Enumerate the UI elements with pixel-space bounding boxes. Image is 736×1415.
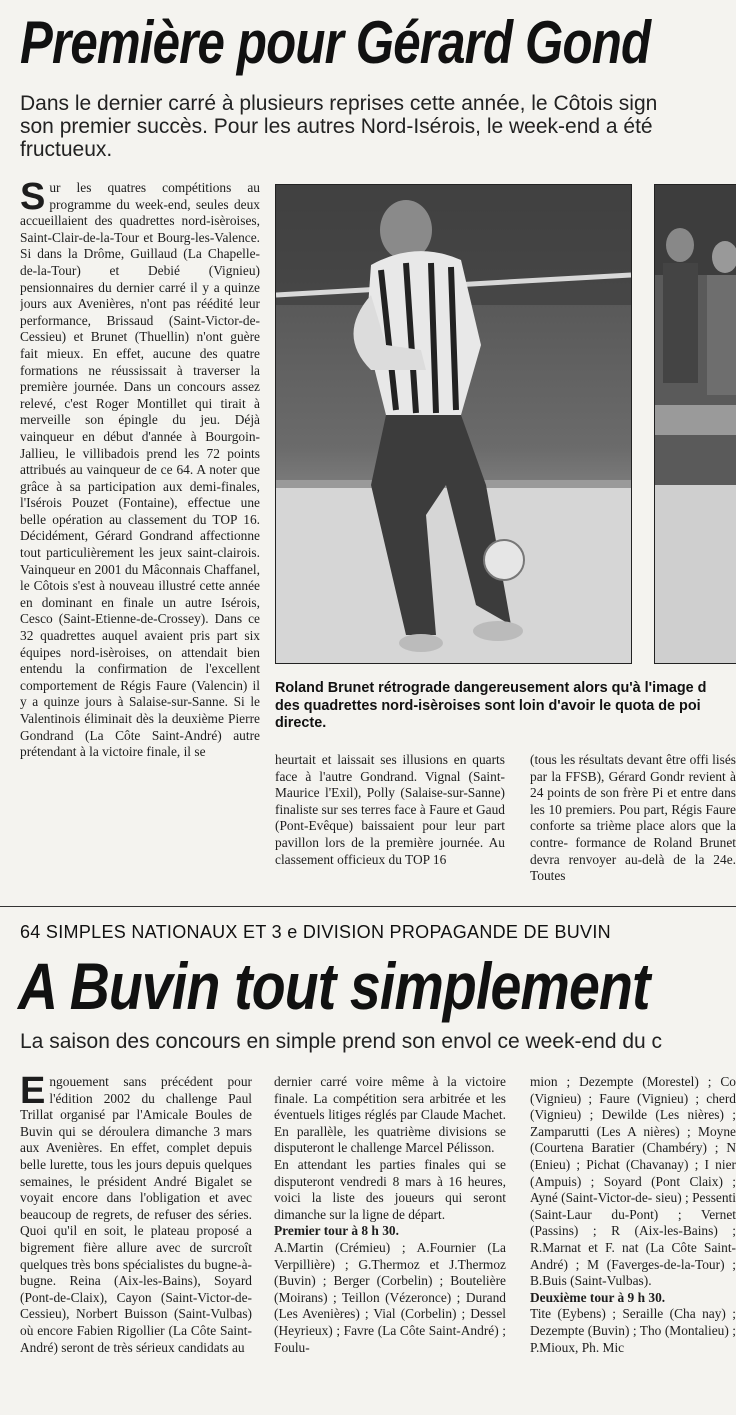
deck-line: Dans le dernier carré à plusieurs reprises cette année, le Côtois sign bbox=[20, 92, 658, 115]
column-text: En attendant les parties finales qui se disputeront vendredi 8 mars à 16 heures, voici la liste des joueurs qui seront dimanche sur la ligne de départ. bbox=[274, 1156, 506, 1222]
article-kicker: 64 SIMPLES NATIONAUX ET 3 e DIVISION PROPAGANDE DE BUVIN bbox=[20, 922, 611, 942]
column-text: (tous les résultats devant être offi lisés par la FFSB), Gérard Gondr revient à 24 points de son frère Pi et entre dans les 10 premiers. Pou part, Régis Faure conforte sa trième place alors que la contre- formance de Roland Brunet devra renvoyer au-delà de la 24e. Toutes bbox=[530, 752, 736, 884]
photo-spectators-image bbox=[655, 185, 736, 663]
player-list: Tite (Eybens) ; Seraille (Cha nay) ; Dezempte (Buvin) ; Tho (Montalieu) ; P.Mioux, Ph. Mic bbox=[530, 1306, 736, 1355]
deck-line: fructueux. bbox=[20, 138, 113, 161]
player-list: mion ; Dezempte (Morestel) ; Co (Vignieu) ; Faure (Vignieu) ; cherd (Vignieu) ; Dewilde (Les nières) ; Zamparutti (Les A nières) ; Moyne (Courtena Baratier (Chambéry) ; N (Enieu) ; Pichat (Chavanay) ; I nier (Ampuis) ; Soyard (Pont Claix) ; Ayné (Saint-Victor-de- sieu) ; Pessenti (Saint-Laur du-Pont) ; Vernet (Passins) ; R (Aix-les-Bains) ; R.Marnat et F. nat (La Côte Saint-André) ; M (Faverges-de-la-Tour) ; B.Buis (Saint-Vulbas). bbox=[530, 1074, 736, 1289]
article-headline: Première pour Gérard Gond bbox=[20, 9, 651, 76]
article-column-2 bbox=[275, 752, 505, 898]
section-divider bbox=[0, 906, 736, 907]
article-column-3 bbox=[530, 752, 736, 898]
column-text: heurtait et laissait ses illusions en quarts face à l'autre Gondrand. Vignal (Saint-Maurice l'Exil), Polly (Salaise-sur-Sanne) finaliste sur ses terres face à Faure et Gaud (Pont-Evêque) baissaient pour leur part pavillon lors de la première journée. Au classement officieux du TOP 16 bbox=[275, 752, 505, 867]
photo-spectators bbox=[654, 184, 736, 664]
deck-line: son premier succès. Pour les autres Nord-Isérois, le week-end a été bbox=[20, 115, 653, 138]
player-list: A.Martin (Crémieu) ; A.Fournier (La Verpillière) ; G.Thermoz et J.Thermoz (Buvin) ; Berger (Corbelin) ; Boutelière (Moirans) ; Teillon (Vézeronce) ; Durand (Les Avenières) ; Vial (Corbelin) ; Dessel (Heyrieux) ; Favre (La Côte Saint-André) ; Foulu- bbox=[274, 1239, 506, 1355]
article-headline: A Buvin tout simplement bbox=[18, 949, 650, 1023]
drop-cap: E bbox=[20, 1074, 46, 1112]
photo-player bbox=[275, 184, 632, 664]
article-column-1 bbox=[20, 1074, 252, 1410]
drop-cap: S bbox=[20, 180, 46, 218]
article-deck: La saison des concours en simple prend son envol ce week-end du c bbox=[20, 1030, 663, 1053]
round-heading: Premier tour à 8 h 30. bbox=[274, 1223, 399, 1239]
caption-line: directe. bbox=[275, 715, 327, 731]
column-text: dernier carré voire même à la victoire finale. La compétition sera arbitrée et les éventuels litiges réglés par Claude Machet. En parallèle, les quatrième divisions se disputeront le challenge Marcel Pélisson. bbox=[274, 1074, 506, 1156]
caption-line: des quadrettes nord-isèroises sont loin d'avoir le quota de poi bbox=[275, 697, 701, 714]
caption-line: Roland Brunet rétrograde dangereusement alors qu'à l'image d bbox=[275, 680, 707, 696]
column-text: ngouement sans précédent pour l'édition 2002 du challenge Paul Trillat organisé par l'Amicale Boules de Buvin qui se déroulera dimanche 3 mars aux Avenières. En effet, complet depuis belle lurette, tous les jours depuis quelques semaines, le président André Bigalet se voyait encore dans l'obligation et avec beaucoup de regrets, de refuser des séries. Quoi qu'il en soit, le plateau proposé a bigrement fière allure avec de surcroît quelques très bons spécialistes du bugne-à-bugne. Reina (Aix-les-Bains), Soyard (Pont-de-Claix), Cayon (Saint-Victor-de-Cessieu), Norbert Buisson (Saint-Vulbas) où encore Fabien Rigollier (La Côte Saint-André) seront de très sérieux candidats au bbox=[20, 1074, 252, 1355]
article-column-1 bbox=[20, 180, 260, 898]
article-column-2 bbox=[274, 1074, 506, 1410]
article-deck bbox=[20, 92, 657, 161]
photo-caption bbox=[275, 680, 736, 733]
column-text: ur les quatres compétitions au programme du week-end, seules deux accueillaient des quadrettes nord-isèroises, Saint-Clair-de-la-Tour et Bourg-les-Valence. Si dans la Drôme, Guillaud (La Chapelle-de-la-Tour) et Debié (Vignieu) pensionnaires du dernier carré il y a quinze jours aux Avenières, n'ont pas réédité leur performance, Brissaud (Saint-Victor-de-Cessieu) et Brunet (Thuellin) n'ont guère fait mieux. En effet, aucune des quatre formations ne réussissait à traverser la première journée. Dans un concours assez relevé, c'est Roger Montillet qui tirait à merveille son épingle du jeu. Déjà vainqueur en début d'année à Bourgoin-Jallieu, le villibadois prend les 72 points attribués au vainqueur de ce 64. A noter que grâce à sa participation aux demi-finales, l'Isérois Pouzet (Fontaine), effectue une belle opération au classement du TOP 16. Décidément, Gérard Gondrand affectionne tout particulièrement les jeux saint-clairois. Vainqueur en 2001 du Mâconnais Chaffanel, le Côtois s'est à nouveau illustré cette année en dominant en finale un autre Isérois, Cesco (Saint-Etienne-de-Crossey). Dans ce 32 quadrettes auquel avaient pris part six équipes nord-isèroises, on attendait bien entendu la confirmation de l'excellent comportement de Régis Faure (Valencin) il y a quinze jours à Salaise-sur-Sanne. Si le Valentinois éliminait dès la deuxième Pierre Gondrand (La Côte Saint-André) autre prétendant à la victoire finale, il se bbox=[20, 180, 260, 760]
round-heading: Deuxième tour à 9 h 30. bbox=[530, 1289, 666, 1305]
photo-player-image bbox=[276, 185, 631, 663]
article-column-3 bbox=[530, 1074, 736, 1410]
